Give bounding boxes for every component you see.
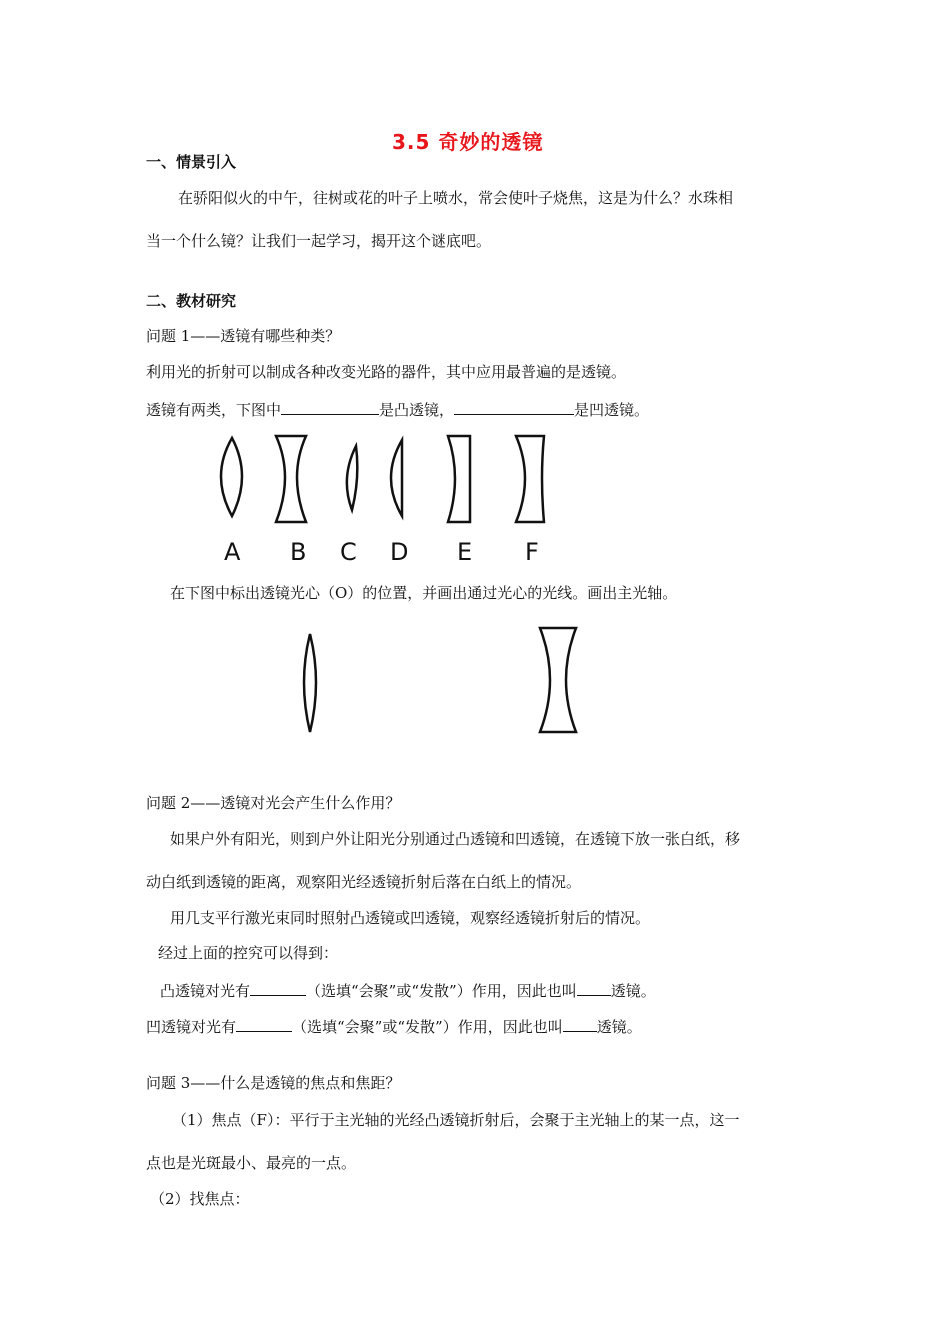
convex-text-c: 透镜。 (610, 982, 656, 1000)
q1-text-a: 透镜有两类，下图中 (146, 401, 282, 419)
convex-effect-blank[interactable] (250, 979, 306, 996)
intro-paragraph-line-2: 当一个什么镜？让我们一起学习，揭开这个谜底吧。 (146, 232, 492, 250)
lens-label-e: E (457, 538, 473, 566)
concave-text-b: （选填“会聚”或“发散”）作用，因此也叫 (292, 1018, 563, 1036)
lens-label-d: D (390, 538, 409, 566)
question-2-line-3: 用几支平行激光束同时照射凸透镜或凹透镜，观察经透镜折射后的情况。 (170, 909, 651, 927)
intro-paragraph-line-1: 在骄阳似火的中午，往树或花的叶子上喷水，常会使叶子烧焦，这是为什么？水珠相 (178, 189, 734, 207)
lens-b-biconcave-shape (276, 436, 306, 522)
concave-text-a: 凹透镜对光有 (146, 1018, 237, 1036)
convex-name-blank[interactable] (577, 979, 611, 996)
lens-label-b: B (290, 538, 307, 566)
convex-fill-in-line (160, 979, 656, 1001)
convex-text-b: （选填“会聚”或“发散”）作用，因此也叫 (306, 982, 577, 1000)
concave-effect-blank[interactable] (236, 1015, 292, 1032)
convex-text-a: 凸透镜对光有 (160, 982, 251, 1000)
q1-text-c: 是凹透镜。 (574, 401, 650, 419)
question-2-line-1: 如果户外有阳光，则到户外让阳光分别通过凸透镜和凹透镜，在透镜下放一张白纸，移 (170, 830, 741, 848)
concave-lens-shape (540, 628, 576, 732)
page-title: 3.5 奇妙的透镜 (392, 130, 544, 154)
lens-f-concave-convex-shape (516, 436, 544, 522)
lens-a-biconvex-shape (221, 438, 242, 516)
lens-label-a: A (224, 538, 241, 566)
question-3-line-3: （2）找焦点： (150, 1190, 250, 1208)
concave-name-blank[interactable] (563, 1015, 597, 1032)
lens-d-plano-convex-shape (391, 440, 402, 516)
optical-center-figure (290, 622, 590, 742)
question-2-title: 问题 2——透镜对光会产生什么作用？ (146, 794, 401, 812)
lens-label-c: C (340, 538, 357, 566)
q1-text-b: 是凸透镜， (379, 401, 455, 419)
section-heading-intro: 一、情景引入 (146, 153, 237, 171)
question-2-line-4: 经过上面的控究可以得到： (158, 944, 339, 962)
lens-types-figure (200, 428, 570, 568)
optical-center-instruction: 在下图中标出透镜光心（O）的位置，并画出通过光心的光线。画出主光轴。 (170, 584, 678, 602)
question-1-line-2 (146, 398, 649, 420)
convex-lens-shape (304, 634, 316, 732)
question-2-line-2: 动白纸到透镜的距离，观察阳光经透镜折射后落在白纸上的情况。 (146, 873, 582, 891)
concave-text-c: 透镜。 (596, 1018, 642, 1036)
concave-answer-blank[interactable] (454, 398, 574, 415)
convex-answer-blank[interactable] (281, 398, 379, 415)
question-1-title: 问题 1——透镜有哪些种类？ (146, 327, 341, 345)
question-3-line-2: 点也是光斑最小、最亮的一点。 (146, 1154, 357, 1172)
question-1-line-1: 利用光的折射可以制成各种改变光路的器件，其中应用最普遍的是透镜。 (146, 363, 627, 381)
lens-e-plano-concave-shape (448, 436, 470, 522)
lens-label-f: F (525, 538, 539, 566)
lens-c-meniscus-shape (347, 446, 357, 510)
section-heading-study: 二、教材研究 (146, 292, 237, 310)
question-3-line-1: （1）焦点（F）：平行于主光轴的光经凸透镜折射后，会聚于主光轴上的某一点，这一 (172, 1111, 740, 1129)
concave-fill-in-line (146, 1015, 642, 1037)
question-3-title: 问题 3——什么是透镜的焦点和焦距？ (146, 1074, 401, 1092)
